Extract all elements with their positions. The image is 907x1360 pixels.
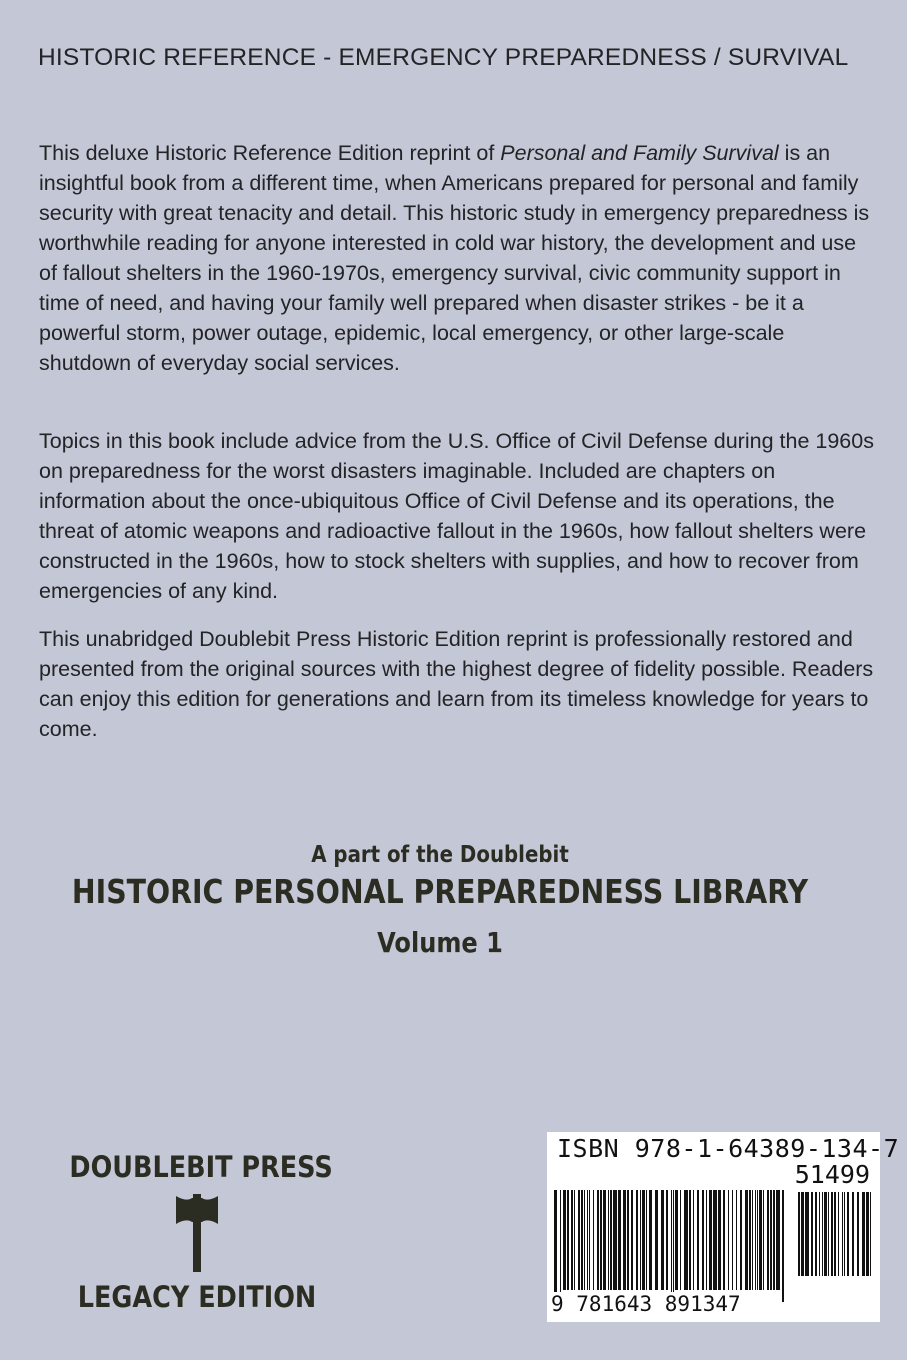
isbn-label: ISBN 978-1-64389-134-7 (557, 1134, 900, 1163)
publisher-edition: LEGACY EDITION (77, 1280, 317, 1314)
description-text-intro: This deluxe Historic Reference Edition reprint of (39, 141, 501, 165)
category-header: HISTORIC REFERENCE - EMERGENCY PREPAREDNESS / SURVIVAL (38, 44, 849, 71)
series-volume: Volume 1 (377, 926, 503, 959)
description-text-rest: is an insightful book from a different time, when Americans prepared for personal and family security with great tenacity and detail. This historic study in emergency preparedness is worthwhile reading for anyone interested in cold war history, the development and use of fallout shelters in the 1960-1970s, emergency survival, civic community support in time of need, and having your family well prepared when disaster strikes - be it a powerful storm, power outage, epidemic, local emergency, or other large-scale shutdown of everyday social services. (39, 141, 870, 375)
series-title: HISTORIC PERSONAL PREPAREDNESS LIBRARY (71, 872, 809, 911)
description-paragraph-3: This unabridged Doublebit Press Historic Edition reprint is professionally restored and presented from the original sources with the highest degree of fidelity possible. Readers can enjoy this edition for generations and learn from its timeless knowledge for years to come. (39, 627, 874, 741)
series-intro: A part of the Doublebit (311, 842, 569, 868)
publisher-name: DOUBLEBIT PRESS (69, 1150, 333, 1184)
book-title-italic: Personal and Family Survival (500, 141, 779, 165)
price-barcode-bars (794, 1192, 876, 1288)
ean-digits: 9 781643 891347 (551, 1292, 741, 1316)
publisher-logo (52, 1150, 342, 1314)
axe-icon (174, 1192, 220, 1274)
isbn-barcode (547, 1132, 900, 1322)
price-code: 51499 (794, 1160, 870, 1189)
description-paragraph-2: Topics in this book include advice from the U.S. Office of Civil Defense during the 1960s on preparedness for the worst disasters imaginable. Included are chapters on information about the once-ubiquitous Office of Civil Defense and its operations, the threat of atomic weapons and radioactive fallout in the 1960s, how fallout shelters were constructed in the 1960s, how to stock shelters with supplies, and how to recover from emergencies of any kind. (39, 429, 874, 603)
description-paragraph-1 (39, 138, 874, 378)
ean-barcode-bars (550, 1190, 790, 1302)
